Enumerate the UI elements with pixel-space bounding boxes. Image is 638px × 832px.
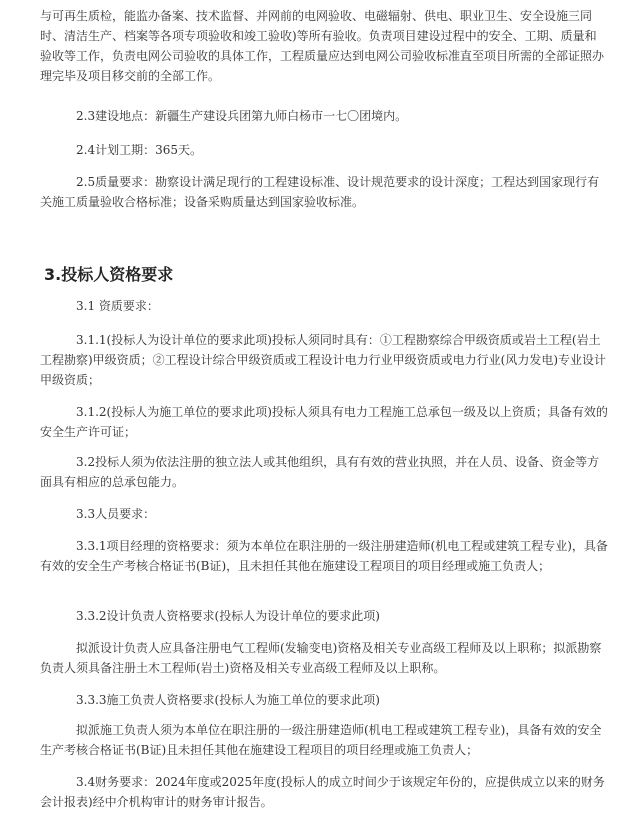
personnel-requirement-paragraph: 3.3人员要求：: [76, 507, 156, 521]
qualification-requirement-paragraph: 3.1 资质要求：: [76, 299, 159, 313]
quality-requirement-paragraph: 2.5质量要求：勘察设计满足现行的工程建设标准、设计规范要求的设计深度；工程达到国家现行有关施工质量验收合格标准；设备采购质量达到国家验收标准。: [40, 175, 600, 209]
project-manager-paragraph: 3.3.1项目经理的资格要求：须为本单位在职注册的一级注册建造师(机电工程或建筑工程专业)，具备有效的安全生产考核合格证书(B证)，且未担任其他在施建设工程项目的项目经理或施工负责人；: [40, 539, 608, 573]
intro-paragraph: 与可再生质检，能监办备案、技术监督、并网前的电网验收、电磁辐射、供电、职业卫生、安全设施三同时、清洁生产、档案等各项专项验收和竣工验收)等所有验收。负责项目建设过程中的安全、工期、质量和验收等工作，负责电网公司验收的具体工作，工程质量应达到电网公司验收标准直至项目所需的全部证照办理完毕及项目移交前的全部工作。: [40, 9, 605, 83]
financial-requirement-paragraph: 3.4财务要求：2024年度或2025年度(投标人的成立时间少于该规定年份的，应提供成立以来的财务会计报表)经中介机构审计的财务审计报告。: [40, 775, 605, 809]
construction-lead-detail-paragraph: 拟派施工负责人须为本单位在职注册的一级注册建造师(机电工程或建筑工程专业)，具备有效的安全生产考核合格证书(B证)且未担任其他在施建设工程项目的项目经理或施工负责人；: [40, 723, 602, 757]
design-lead-heading-paragraph: 3.3.2设计负责人资格要求(投标人为设计单位的要求此项): [76, 609, 380, 623]
design-unit-qualification-paragraph: 3.1.1(投标人为设计单位的要求此项)投标人须同时具有：①工程勘察综合甲级资质或岩土工程(岩土工程勘察)甲级资质；②工程设计综合甲级资质或工程设计电力行业甲级资质或电力行业(风力发电)专业设计甲级资质；: [40, 333, 607, 387]
design-lead-detail-paragraph: 拟派设计负责人应具备注册电气工程师(发输变电)资格及相关专业高级工程师及以上职称；拟派勘察负责人须具备注册土木工程师(岩土)资格及相关专业高级工程师及以上职称。: [40, 641, 602, 675]
construction-lead-heading-paragraph: 3.3.3施工负责人资格要求(投标人为施工单位的要求此项): [76, 693, 380, 707]
construction-unit-qualification-paragraph: 3.1.2(投标人为施工单位的要求此项)投标人须具有电力工程施工总承包一级及以上资质；具备有效的安全生产许可证；: [40, 405, 608, 439]
construction-site-paragraph: 2.3建设地点：新疆生产建设兵团第九师白杨市一七〇团境内。: [76, 109, 408, 123]
section-heading-bidder-qualification: 3.投标人资格要求: [44, 265, 174, 284]
legal-entity-paragraph: 3.2投标人须为依法注册的独立法人或其他组织，具有有效的营业执照，并在人员、设备、资金等方面具有相应的总承包能力。: [40, 455, 600, 489]
schedule-paragraph: 2.4计划工期：365天。: [76, 143, 202, 157]
